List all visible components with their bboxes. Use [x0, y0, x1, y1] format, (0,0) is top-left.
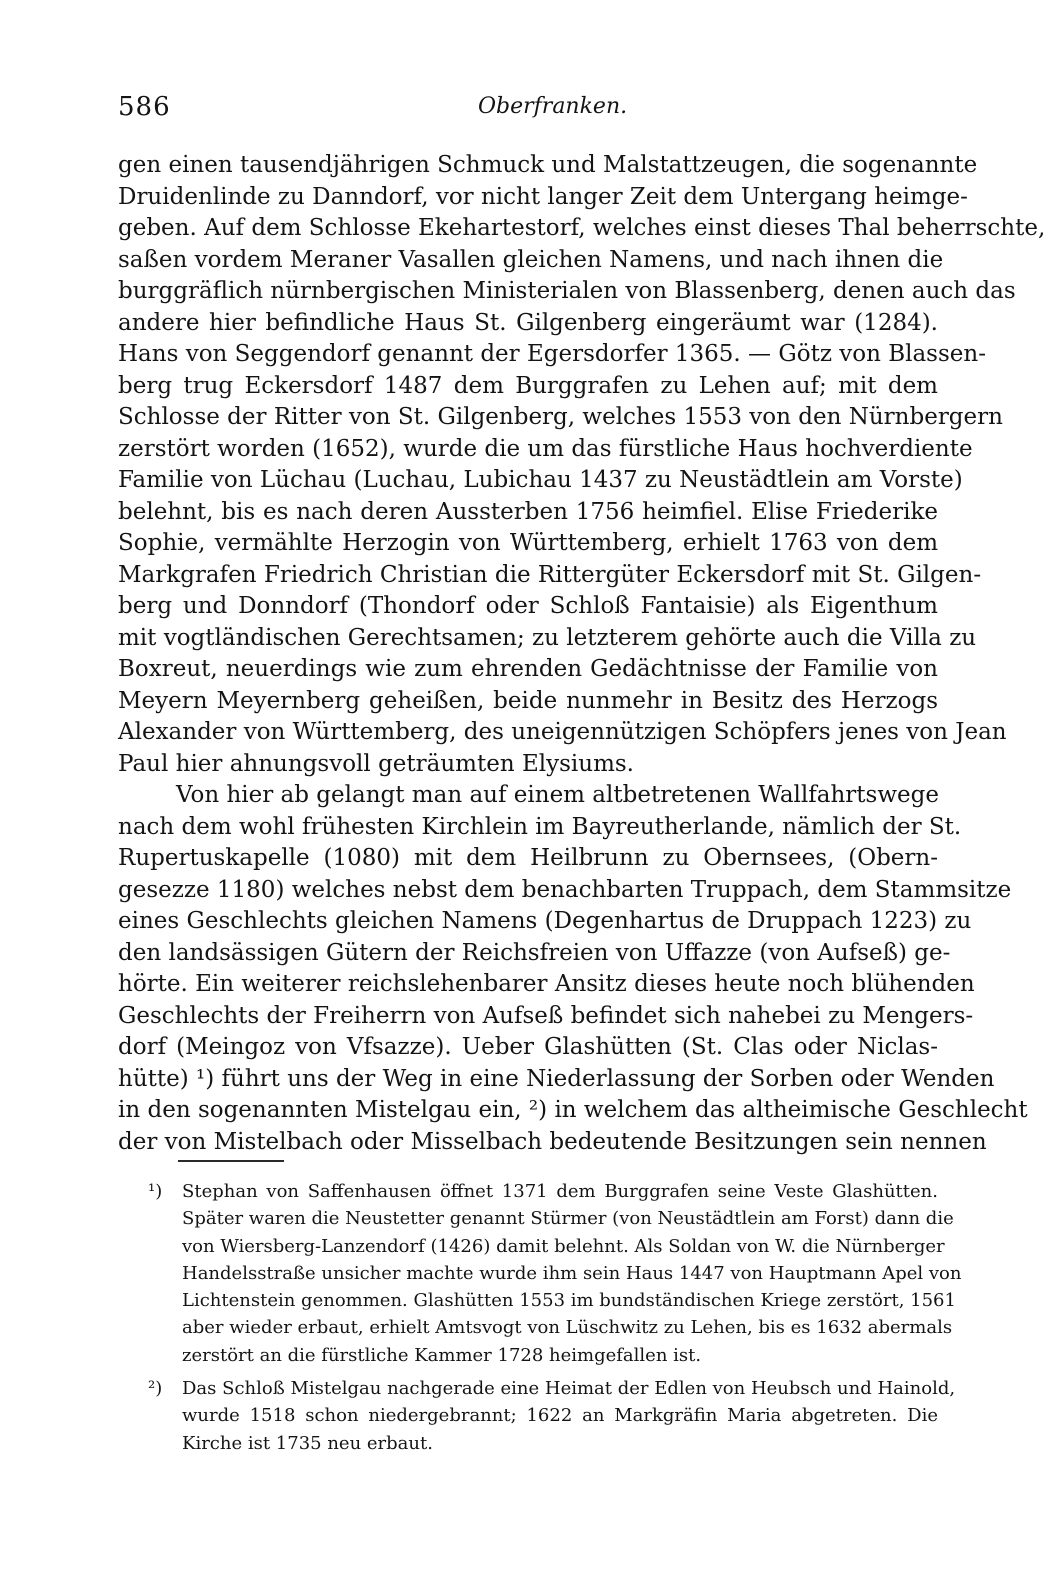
footnote-2 [148, 1375, 956, 1457]
text-line: Geschlechts der Freiherrn von Aufseß befindet sich nahebei zu Mengers- [118, 1002, 974, 1029]
text-line: belehnt, bis es nach deren Aussterben 1756 heimfiel. Elise Friederike [118, 498, 938, 525]
text-line: Paul hier ahnungsvoll geträumten Elysiums. [118, 750, 634, 777]
footnote-line [148, 1375, 956, 1402]
text-line: Hans von Seggendorf genannt der Egersdorfer 1365. — Götz von Blassen- [118, 341, 986, 367]
text-line: mit vogtländischen Gerechtsamen; zu letzterem gehörte auch die Villa zu [118, 624, 977, 651]
running-head: Oberfranken. [478, 94, 628, 119]
text-line: Familie von Lüchau (Luchau, Lubichau 1437 zu Neustädtlein am Vorste) [118, 467, 963, 493]
text-line: andere hier befindliche Haus St. Gilgenberg eingeräumt war (1284). [118, 309, 938, 336]
footnote-line: aber wieder erbaut, erhielt Amtsvogt von Lüschwitz zu Lehen, bis es 1632 abermals [182, 1317, 953, 1339]
footnotes [148, 1178, 962, 1457]
footnote-text: Das Schloß Mistelgau nachgerade eine Heimat der Edlen von Heubsch und Hainold, [182, 1378, 956, 1400]
text-line: hütte) ¹) führt uns der Weg in eine Niederlassung der Sorben oder Wenden [118, 1065, 995, 1092]
text-line: Alexander von Württemberg, des uneigennützigen Schöpfers jenes von Jean [118, 719, 1007, 745]
text-line: Sophie, vermählte Herzogin von Württemberg, erhielt 1763 von dem [118, 530, 938, 556]
text-line: hörte. Ein weiterer reichslehenbarer Ansitz dieses heute noch blühenden [118, 971, 975, 997]
text-line: Markgrafen Friedrich Christian die Rittergüter Eckersdorf mit St. Gilgen- [118, 561, 982, 588]
text-line: saßen vordem Meraner Vasallen gleichen Namens, und nach ihnen die [118, 246, 944, 273]
text-line: dorf (Meingoz von Vfsazze). Ueber Glashütten (St. Clas oder Niclas- [118, 1034, 938, 1060]
text-line: Druidenlinde zu Danndorf, vor nicht langer Zeit dem Untergang heimge- [118, 183, 968, 210]
footnote-marker: ²) [148, 1378, 163, 1400]
footnote-line: von Wiersberg-Lanzendorf (1426) damit belehnt. Als Soldan von W. die Nürnberger [182, 1235, 945, 1257]
footnote-line: Kirche ist 1735 neu erbaut. [182, 1432, 433, 1454]
text-line: gen einen tausendjährigen Schmuck und Malstattzeugen, die sogenannte [118, 152, 978, 178]
text-line: geben. Auf dem Schlosse Ekehartestorf, welches einst dieses Thal beherrschte, [118, 215, 1045, 241]
paragraph-1 [118, 150, 1045, 780]
text-line: Meyern Meyernberg geheißen, beide nunmehr in Besitz des Herzogs [118, 687, 938, 714]
page-number: 586 [118, 92, 171, 122]
text-line: in den sogenannten Mistelgau ein, ²) in welchem das altheimische Geschlecht [118, 1097, 1028, 1123]
text-line: den landsässigen Gütern der Reichsfreien von Uffazze (von Aufseß) ge- [118, 939, 951, 966]
footnote-line: zerstört an die fürstliche Kammer 1728 heimgefallen ist. [182, 1344, 702, 1366]
text-line: der von Mistelbach oder Misselbach bedeutende Besitzungen sein nennen [118, 1128, 987, 1155]
text-line: gesezze 1180) welches nebst dem benachbarten Truppach, dem Stammsitze [118, 876, 1012, 903]
text-line: Boxreut, neuerdings wie zum ehrenden Gedächtnisse der Familie von [118, 656, 938, 682]
text-line: nach dem wohl frühesten Kirchlein im Bayreutherlande, nämlich der St. [118, 813, 962, 840]
text-line: eines Geschlechts gleichen Namens (Degenhartus de Druppach 1223) zu [118, 908, 972, 934]
footnote-line: Später waren die Neustetter genannt Stürmer (von Neustädtlein am Forst) dann die [182, 1208, 954, 1230]
text-line: Schlosse der Ritter von St. Gilgenberg, welches 1553 von den Nürnbergern [118, 404, 1003, 430]
text-line: zerstört worden (1652), wurde die um das fürstliche Haus hochverdiente [118, 435, 973, 462]
footnote-1 [148, 1178, 962, 1369]
footnote-text: Stephan von Saffenhausen öffnet 1371 dem Burggrafen seine Veste Glashütten. [182, 1181, 938, 1202]
footnote-marker: ¹) [148, 1181, 163, 1202]
text-line: burggräflich nürnbergischen Ministerialen von Blassenberg, denen auch das [118, 278, 1016, 304]
text-line: berg trug Eckersdorf 1487 dem Burggrafen zu Lehen auf; mit dem [118, 372, 938, 399]
text-line: berg und Donndorf (Thondorf oder Schloß Fantaisie) als Eigenthum [118, 593, 938, 619]
paragraph-2 [118, 780, 1028, 1158]
page-header [118, 92, 938, 132]
footnote-line: Lichtenstein genommen. Glashütten 1553 im bundständischen Kriege zerstört, 1561 [182, 1290, 956, 1312]
body-text [118, 150, 1045, 1158]
footnote-line: Handelsstraße unsicher machte wurde ihm sein Haus 1447 von Hauptmann Apel von [182, 1262, 962, 1284]
footnote-divider [178, 1160, 284, 1162]
footnote-line [148, 1178, 938, 1205]
footnote-line: wurde 1518 schon niedergebrannt; 1622 an Markgräfin Maria abgetreten. Die [182, 1405, 938, 1427]
text-line: Rupertuskapelle (1080) mit dem Heilbrunn zu Obernsees, (Obern- [118, 845, 938, 871]
text-line: Von hier ab gelangt man auf einem altbetretenen Wallfahrtswege [176, 782, 939, 808]
